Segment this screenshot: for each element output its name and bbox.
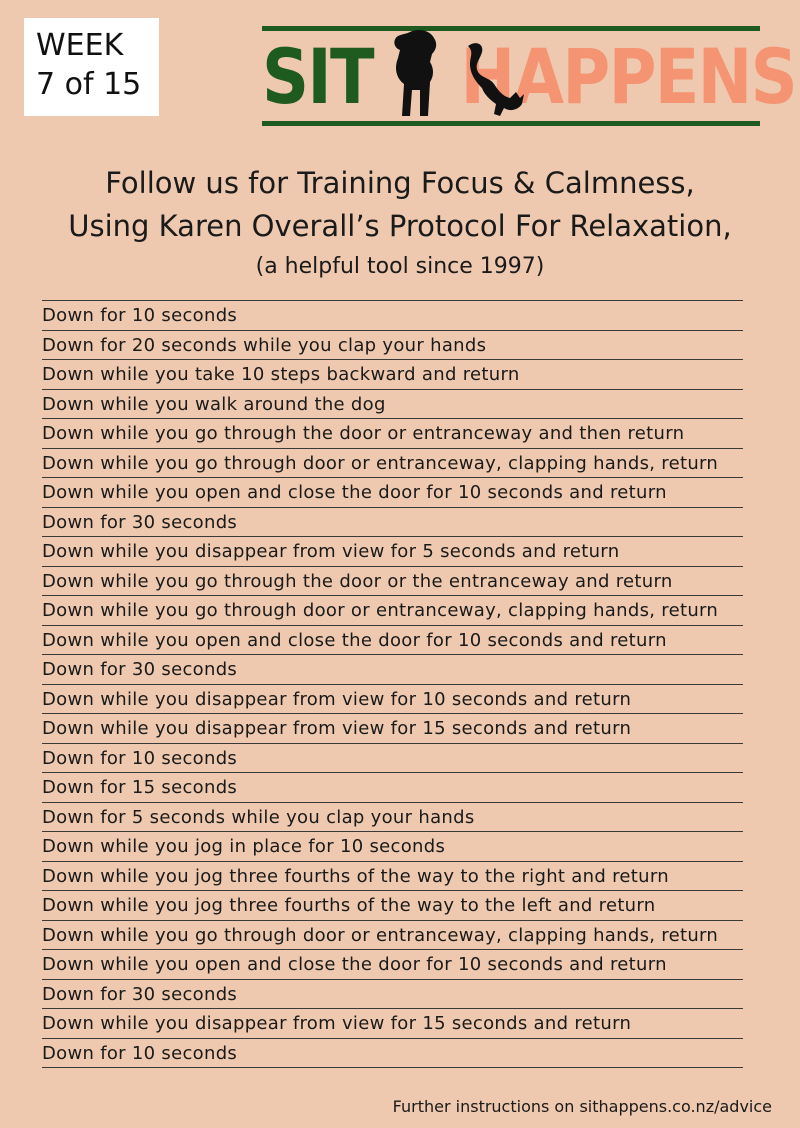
logo-bottom-bar	[262, 121, 760, 126]
heading-line-3: (a helpful tool since 1997)	[255, 254, 545, 279]
week-badge	[24, 18, 159, 116]
week-label: WEEK	[36, 28, 124, 63]
task-row: Down while you open and close the door for 10 seconds and return	[42, 950, 743, 980]
heading-line-2: Using Karen Overall’s Protocol For Relaxation,	[68, 209, 732, 243]
task-row: Down while you go through the door or entranceway and then return	[42, 419, 743, 449]
task-row: Down while you walk around the dog	[42, 390, 743, 420]
cat-silhouette-icon	[462, 38, 532, 118]
logo-text-sit: SIT	[262, 32, 373, 121]
footer-note: Further instructions on sithappens.co.nz/advice	[392, 1097, 772, 1116]
task-row: Down while you disappear from view for 15 seconds and return	[42, 1009, 743, 1039]
task-row: Down while you jog in place for 10 seconds	[42, 832, 743, 862]
sit-happens-logo	[262, 26, 797, 128]
task-row: Down while you open and close the door for 10 seconds and return	[42, 478, 743, 508]
task-row: Down while you jog three fourths of the way to the right and return	[42, 862, 743, 892]
task-row: Down while you jog three fourths of the way to the left and return	[42, 891, 743, 921]
task-row: Down for 10 seconds	[42, 1039, 743, 1069]
task-row: Down while you go through door or entranceway, clapping hands, return	[42, 921, 743, 951]
task-row: Down while you go through door or entranceway, clapping hands, return	[42, 449, 743, 479]
task-row: Down while you take 10 steps backward and return	[42, 360, 743, 390]
logo-text-happens: HAPPENS	[460, 32, 797, 121]
task-row: Down while you disappear from view for 15 seconds and return	[42, 714, 743, 744]
task-row: Down for 30 seconds	[42, 508, 743, 538]
task-row: Down for 30 seconds	[42, 980, 743, 1010]
task-row: Down while you disappear from view for 5 seconds and return	[42, 537, 743, 567]
task-row: Down while you disappear from view for 10 seconds and return	[42, 685, 743, 715]
task-row: Down while you open and close the door for 10 seconds and return	[42, 626, 743, 656]
task-row: Down for 5 seconds while you clap your hands	[42, 803, 743, 833]
task-row: Down for 20 seconds while you clap your hands	[42, 331, 743, 361]
task-row: Down while you go through door or entranceway, clapping hands, return	[42, 596, 743, 626]
task-row: Down for 10 seconds	[42, 301, 743, 331]
task-row: Down for 30 seconds	[42, 655, 743, 685]
task-row: Down while you go through the door or the entranceway and return	[42, 567, 743, 597]
task-list	[42, 300, 743, 1068]
task-row: Down for 10 seconds	[42, 744, 743, 774]
heading-line-1: Follow us for Training Focus & Calmness,	[105, 166, 695, 200]
week-progress: 7 of 15	[36, 67, 142, 102]
logo-top-bar	[262, 26, 760, 31]
dog-silhouette-icon	[380, 28, 450, 120]
task-row: Down for 15 seconds	[42, 773, 743, 803]
